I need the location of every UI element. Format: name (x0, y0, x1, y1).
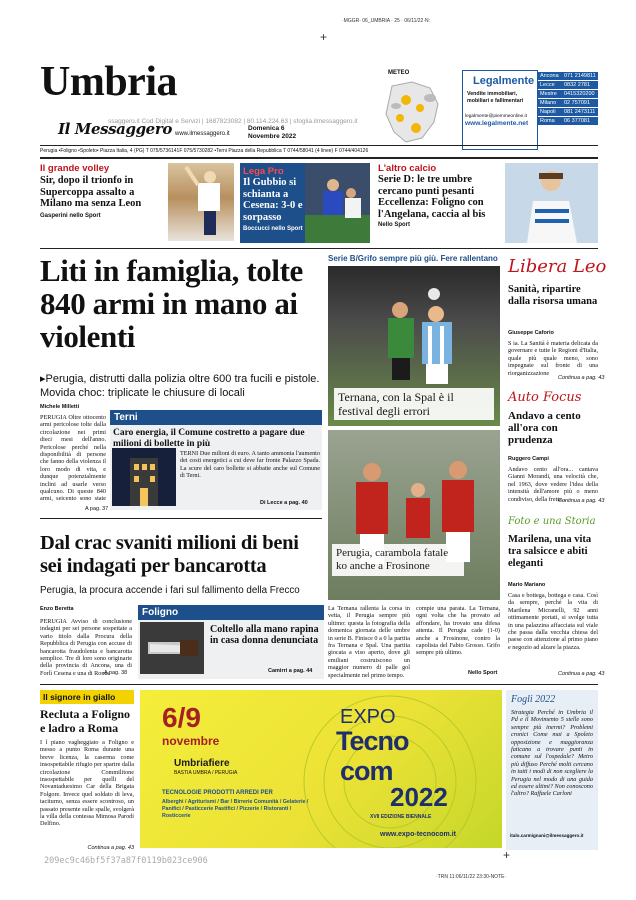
perugia-caption[interactable]: Perugia, carambola fatale ko anche a Frosinone (332, 544, 464, 576)
legalmente-logo: Legalmente (473, 75, 535, 87)
ad-venue: Umbriafiere (174, 758, 230, 769)
phone-row: Napoli 081 2473111 (538, 108, 598, 117)
foligno-tag: Foligno (138, 605, 324, 620)
fogli-header: Fogli 2022 (511, 694, 556, 705)
signore-page: Continua a pag. 43 (87, 845, 134, 851)
terni-byline: Di Lecce a pag. 40 (260, 500, 308, 506)
foto-page: Continua a pag. 43 (558, 671, 605, 677)
calcio-photo (505, 163, 598, 243)
auto-title[interactable]: Andavo a cento all'ora con prudenza (508, 410, 581, 446)
ad-edition: XVII EDIZIONE BIENNALE (370, 814, 432, 820)
auto-page: Continua a pag. 43 (558, 498, 605, 504)
address-bar: Perugia •Foligno •Spoleto• Piazza Italia, 4 (PG) T 075/5736141F 075/5730282 •Terni Piazza della Repubblica T 0744/58041 (4 linee) F 0744/404126 (40, 148, 369, 154)
watermark: ssaggero.it Cod Digital e Servizi | 1687823082 | 80.114.224.63 | sfoglia.ilmessaggero.it (108, 118, 358, 125)
terni-title: Caro energia, il Comune costretto a pagare due milioni di bollette in più (113, 428, 305, 449)
crop-mark: + (320, 30, 328, 44)
foto-title[interactable]: Marilena, una vita tra salsicce e abiti eleganti (508, 534, 592, 569)
signore-tag: Il signore in giallo (40, 690, 134, 704)
expo-ad[interactable] (140, 690, 502, 848)
date-line1: Domenica 6 (248, 125, 285, 132)
phone-row: Roma 06 377081 (538, 117, 598, 126)
crac-subtitle: Perugia, la procura accende i fari sul fallimento della Frecco (40, 585, 300, 596)
phone-row: Ancona 071 2149811 (538, 72, 598, 81)
ad-venue-sub: BASTIA UMBRA / PERUGIA (174, 770, 238, 776)
phone-row: Lecce 0832 2781 (538, 81, 598, 90)
phone-row: Milano 02 757091 (538, 99, 598, 108)
sport-body-1: La Ternana rallenta la corsa in vetta, il Perugia sempre più ultimo: questa la fotografia della domenica giornata delle umbre in serie B. Finisce 0 a 0 la partita fra Ternana e Spal. Una partita giocata a viso aperto, dove gli emiliani costruiscono un maggior numero di palle gol specialmente nel primo tempo. (328, 605, 410, 679)
footer-code: ·TRN 11:06/11/22 23:30-NOTE· (436, 874, 507, 880)
foto-header: Foto e una Storia (508, 516, 596, 527)
ad-expo-word: EXPO (340, 706, 396, 728)
legalmente-website: www.legalmente.net (465, 120, 529, 127)
ad-year: 2022 (390, 782, 448, 812)
terni-photo (112, 448, 176, 506)
sport-header: Serie B/Grifo sempre più giù. Fere rallentano (328, 254, 498, 263)
libera-body: S ia. La Sanità è materia delicata da governare e tutte le Regioni d'Italia, quale più quale meno, sono impegnate sul fronte di una riorganizzazione (508, 340, 598, 376)
legalmente-phones (538, 72, 598, 126)
date-line2: Novembre 2022 (248, 133, 297, 140)
teaser-kicker: Lega Pro (243, 166, 284, 177)
region-title: Umbria (40, 59, 177, 105)
sport-body-2: compie una parata. La Ternana, ogni volta che ha provato ad affondare, ha trovato una difesa attenta. Il Perugia cade (1-0) anche a Frosinone, contro la capolista del Fabio Grosso. Grifo sempre più ultimo. (416, 605, 500, 657)
legalmente-box (462, 70, 538, 150)
ad-tecno-word: Tecno (336, 726, 409, 756)
signore-box[interactable] (40, 690, 134, 850)
foto-author: Mario Mariano (508, 582, 546, 588)
libera-page: Continua a pag. 43 (558, 375, 605, 381)
auto-header: Auto Focus (508, 390, 582, 405)
sport-byline: Nello Sport (468, 670, 498, 676)
lead-title[interactable]: Liti in famiglia, tolte 840 armi in mano ai violenti (40, 253, 303, 354)
libera-title[interactable]: Sanità, ripartire dalla risorsa umana (508, 284, 598, 307)
fogli-body: Strategia Perché in Umbria il Pd e il Movimento 5 stelle sono sempre più inermi? Problemi cronici Come mai a Spoleto opposizione e maggioranza faticano a trovare punti in comune sul l'ospedale? Metro più diffuso Perché molti cercano in tutti i modi di non scegliere la Perugia nel modo di una guida ed essere ultimi? Non conoscono l'altro? Raffaele Carloni (511, 709, 593, 798)
teaser-byline: Nello Sport (378, 222, 411, 228)
foligno-title: Coltello alla mano rapina in casa donna denunciata (210, 624, 319, 646)
ad-products: Alberghi / Agriturismi / Bar / Birrerie Comunità / Gelaterie / Panifici / Pasticcerie Pastifici / Pizzerie / Ristoranti / Rosticcerie (162, 799, 309, 820)
foto-body: Casa e bottega, bottega e casa. Così da sempre, perché la vita di Marilena Micranelli, 92 anni ottimamente portati, si svolge tutta in una palazzina affacciata sul viale che passa dalla vecchia chiesa del paese con attenzione al primo piano e negozio ad alzare la piazza. (508, 592, 598, 651)
lead-body: PERUGIA Oltre ottocento armi pericolose tolte dalla circolazione nei primi dieci mesi dell'anno. Pericolose perché nella disponibilità di persone che fanno della violenza il loro modo di vita, e dunque potenzialmente inclini ad usarle verso qualcuno. Di queste 840 armi, seicento sono state (40, 414, 106, 502)
signore-body: I l piano vagheggiato a Foligno e messo a punto Roma durante una breve licenza, la caserma come insospettabile rifugio per sparire dalla circolazione Commilitone insospettabile per quelli del Novantaduesimo Car della Brigata Folgore. Invece quel soldato di leva, taciturno, senza essere scontroso, un passato presente sulle spalle, svolgerà la villa della contessa Mimosa Parodi Delfino. (40, 739, 134, 828)
footer-hash: 209ec9c46bf5f37a87f0119b023ce906 (44, 856, 208, 866)
foligno-byline: Camirri a pag. 44 (268, 668, 313, 674)
crop-mark: + (503, 848, 511, 862)
ternana-caption[interactable]: Ternana, con la Spal è il festival degli errori (334, 388, 494, 420)
volley-photo (168, 163, 234, 241)
terni-tag: Terni (110, 410, 322, 425)
lead-author: Michele Milletti (40, 404, 80, 410)
teaser-byline: Gasperini nello Sport (40, 212, 101, 219)
website: www.ilmessaggero.it (175, 131, 230, 137)
weather-label: METEO (388, 70, 410, 76)
teaser-kicker: L'altro calcio (378, 163, 437, 174)
fogli-box[interactable] (506, 690, 598, 850)
libera-author: Giuseppe Caforio (508, 330, 554, 336)
masthead-logo: Il Messaggero (58, 120, 172, 138)
weather-map (372, 78, 452, 148)
teaser-title: Il Gubbio si schianta a Cesena: 3-0 e sorpasso (243, 177, 303, 223)
phone-row: Mestre 0415320200 (538, 90, 598, 99)
ad-dates: 6/9 (162, 702, 201, 733)
auto-author: Ruggero Campi (508, 456, 549, 462)
ad-com-word: com (340, 756, 393, 786)
teaser-title: Serie D: le tre umbre cercano punti pesanti Eccellenza: Foligno con l'Angelana, caccia al bis (378, 174, 486, 220)
lead-subtitle: ▸Perugia, distrutti dalla polizia oltre 600 tra fucili e pistole. Movida choc: triplicate le chiusure di locali (40, 373, 320, 399)
teaser-title: Sir, dopo il trionfo in Supercoppa assalto a Milano ma senza Leon (40, 175, 142, 209)
crac-body: PERUGIA Avviso di conclusione indagini per sei persone sospettate a vario titolo dalla Procura della Repubblica di Perugia con accuse di bancarotta fraudolenta e bancarotta semplice. Tre di loro sono originarie della provincia di Ancona, una di Forlì Cesena e una di Roma. (40, 618, 132, 677)
signore-title: Recluta a Foligno e ladro a Roma (40, 707, 130, 735)
ad-products-title: TECNOLOGIE PRODOTTI ARREDI PER (162, 790, 273, 796)
ad-month: novembre (162, 734, 220, 748)
fogli-email: italo.carmignani@ilmessaggero.it (510, 833, 584, 838)
lead-page: A pag. 37 (85, 506, 109, 512)
crac-author: Enzo Beretta (40, 606, 74, 612)
libera-header: Libera Leo (508, 256, 607, 277)
teaser-byline: Boccucci nello Sport (243, 226, 303, 232)
gubbio-photo (305, 163, 370, 243)
terni-body: TERNI Due milioni di euro. A tanto ammonta l'aumento dei costi energetici a cui deve far fronte Palazzo Spada. La scure del caro bollette si abbatte anche sul Comune di Terni. (180, 450, 320, 480)
auto-body: Andavo cento all'ora... cantava Gianni Morandi, una velocità che, nel 1963, dove vedere l'idea della intensità dell'amore più o meno condiviso, della fretta... (508, 466, 598, 503)
teaser-kicker: Il grande volley (40, 163, 110, 174)
foligno-photo (140, 622, 204, 674)
legalmente-subtitle: Vendite immobiliari, mobiliari e fallimentari (467, 91, 524, 104)
ad-website: www.expo-tecnocom.it (380, 831, 456, 838)
crac-title[interactable]: Dal crac svaniti milioni di beni sei indagati per bancarotta (40, 532, 299, 577)
legalmente-email: legalmente@piemmeonline.it (465, 114, 527, 119)
top-code: ·MGGR· 06_UMBRIA · 25 · 06/11/22·N: (342, 18, 430, 24)
crac-page: A pag. 38 (104, 670, 128, 676)
